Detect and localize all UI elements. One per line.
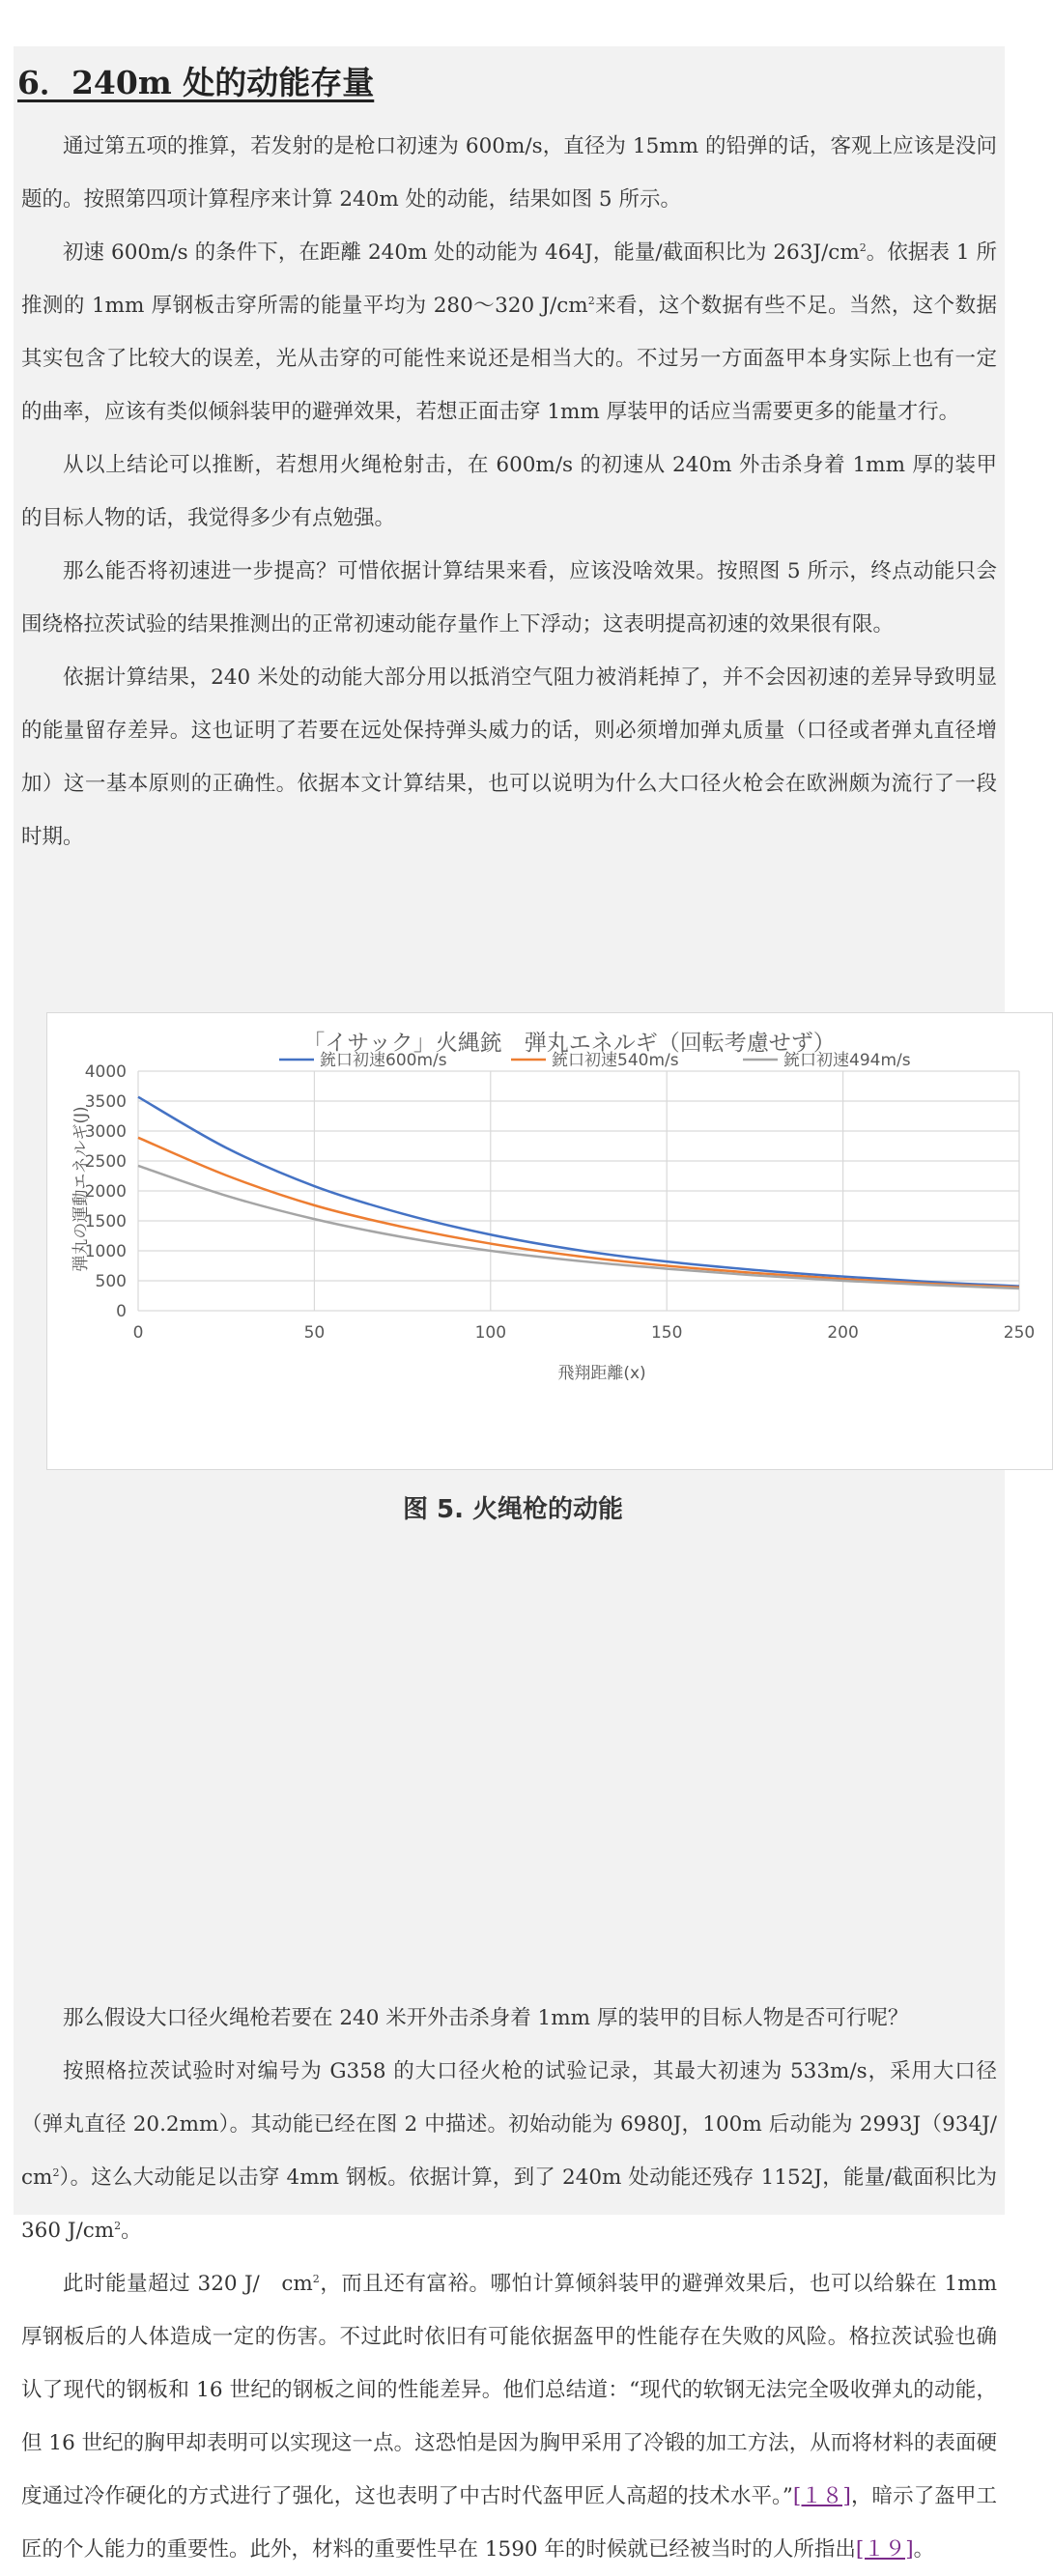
reference-link[interactable]: [１８]	[792, 2484, 851, 2508]
chart-legend	[279, 1051, 911, 1070]
text-run: ）。这么大动能足以击穿 4mm 钢板。依据计算，到了 240m 处动能还残存 1152J，能量/截面积比为 360 J/cm	[21, 2166, 997, 2243]
energy-line-chart	[46, 1012, 1053, 1470]
chart-series	[138, 1097, 1019, 1288]
y-tick-label: 3000	[84, 1122, 127, 1142]
legend-label: 銃口初速540m/s	[552, 1051, 679, 1070]
figure-caption: 图 5. 火绳枪的动能	[402, 1495, 624, 1524]
superscript: 2	[312, 2272, 320, 2285]
text-run: 来看，这个数据有些不足。当然，这个数据其实包含了比较大的误差，光从击穿的可能性来说还是相当大的。不过另一方面盔甲本身实际上也有一定的曲率，应该有类似倾斜装甲的避弹效果，若想正面击穿 1mm 厚装甲的话应当需要更多的能量才行。	[21, 294, 997, 424]
paragraph	[21, 2045, 1018, 2257]
y-axis-ticks	[85, 1062, 127, 1321]
text-run: 初速 600m/s 的条件下，在距離 240m 处的动能为 464J，能量/截面积比为 263J/cm	[63, 241, 860, 265]
chart-title: 「イサック」火縄銃 弾丸エネルギ（回転考慮せず）	[302, 1031, 836, 1056]
paragraph	[21, 226, 997, 439]
x-tick-label: 0	[132, 1323, 144, 1343]
text-run: ，暗示了盔甲工匠的个人能力的重要性。此外，材料的重要性早在 1590 年的时候就已经被当时的人所指出	[21, 2484, 997, 2562]
legend-label: 銃口初速600m/s	[320, 1051, 447, 1070]
series-line-1	[138, 1138, 1019, 1288]
paragraph: 那么能否将初速进一步提高？可惜依据计算结果来看，应该没啥效果。按照图 5 所示，终点动能只会围绕格拉茨试验的结果推测出的正常初速动能存量作上下浮动；这表明提高初速的效果很有限。	[21, 559, 997, 637]
y-tick-label: 2500	[84, 1152, 127, 1172]
text-run: 。	[121, 2219, 142, 2243]
y-tick-label: 500	[95, 1272, 127, 1291]
y-tick-label: 4000	[84, 1062, 127, 1082]
text-run: 此时能量超过 320 J/ cm	[63, 2272, 313, 2296]
x-tick-label: 100	[474, 1323, 507, 1343]
x-axis-label: 飛翔距離(x)	[557, 1364, 646, 1383]
text-run: ，而且还有富裕。哪怕计算倾斜装甲的避弹效果后，也可以给躲在 1mm 厚钢板后的人体造成一定的伤害。不过此时依旧有可能依据盔甲的性能存在失败的风险。格拉茨试验也确认了现代的钢板和 16 世纪的钢板之间的性能差异。他们总结道：“现代的软钢无法完全吸收弹丸的动能，但 16 世纪的胸甲却表明可以实现这一点。这恐怕是因为胸甲采用了冷锻的加工方法，从而将材料的表面硬度通过冷作硬化的方式进行了强化，这也表明了中古时代盔甲匠人高超的技术水平。”	[21, 2272, 997, 2508]
section-heading: 6．240m 处的动能存量	[17, 64, 375, 101]
x-tick-label: 250	[1003, 1323, 1036, 1343]
paragraph-group-a	[21, 120, 997, 863]
paragraph: 从以上结论可以推断，若想用火绳枪射击，在 600m/s 的初速从 240m 外击杀身着 1mm 厚的装甲的目标人物的话，我觉得多少有点勉强。	[21, 453, 997, 530]
superscript: 2	[52, 2166, 60, 2179]
document-page	[14, 46, 1036, 2562]
text-run: 按照格拉茨试验时对编号为 G358 的大口径火枪的试验记录，其最大初速为 533m/s，采用大口径（弹丸直径 20.2mm）。其动能已经在图 2 中描述。初始动能为 6980J，100m 后动能为 2993J（934J/ cm	[21, 2059, 1018, 2190]
superscript: 2	[859, 241, 867, 254]
superscript: 2	[587, 294, 595, 307]
superscript: 2	[114, 2219, 122, 2232]
x-tick-label: 50	[303, 1323, 326, 1343]
paragraph: 通过第五项的推算，若发射的是枪口初速为 600m/s，直径为 15mm 的铅弹的话，客观上应该是没问题的。按照第四项计算程序来计算 240m 处的动能，结果如图 5 所示。	[21, 134, 997, 212]
legend-label: 銃口初速494m/s	[783, 1051, 911, 1070]
text-run: 。	[913, 2537, 935, 2562]
paragraph-group-b	[21, 1992, 1018, 2576]
x-tick-label: 200	[827, 1323, 859, 1343]
x-tick-label: 150	[650, 1323, 683, 1343]
y-tick-label: 0	[116, 1302, 127, 1321]
series-line-2	[138, 1166, 1019, 1288]
y-tick-label: 1500	[84, 1212, 127, 1231]
y-tick-label: 1000	[84, 1242, 127, 1261]
y-tick-label: 3500	[84, 1092, 127, 1112]
paragraph	[21, 2257, 997, 2576]
y-axis-label: 弾丸の運動エネルギ(J)	[71, 1106, 91, 1272]
x-axis-ticks	[133, 1323, 1036, 1343]
reference-link[interactable]: [１９]	[855, 2537, 914, 2562]
paragraph: 依据计算结果，240 米处的动能大部分用以抵消空气阻力被消耗掉了，并不会因初速的差异导致明显的能量留存差异。这也证明了若要在远处保持弹头威力的话，则必须增加弹丸质量（口径或者弹丸直径增加）这一基本原则的正确性。依据本文计算结果，也可以说明为什么大口径火枪会在欧洲颇为流行了一段时期。	[21, 665, 997, 849]
paragraph: 那么假设大口径火绳枪若要在 240 米开外击杀身着 1mm 厚的装甲的目标人物是否可行呢？	[63, 2006, 909, 2030]
y-tick-label: 2000	[84, 1182, 127, 1202]
text-run: 。依据表 1 所推测的 1mm 厚钢板击穿所需的能量平均为 280～320 J/cm	[21, 241, 997, 318]
